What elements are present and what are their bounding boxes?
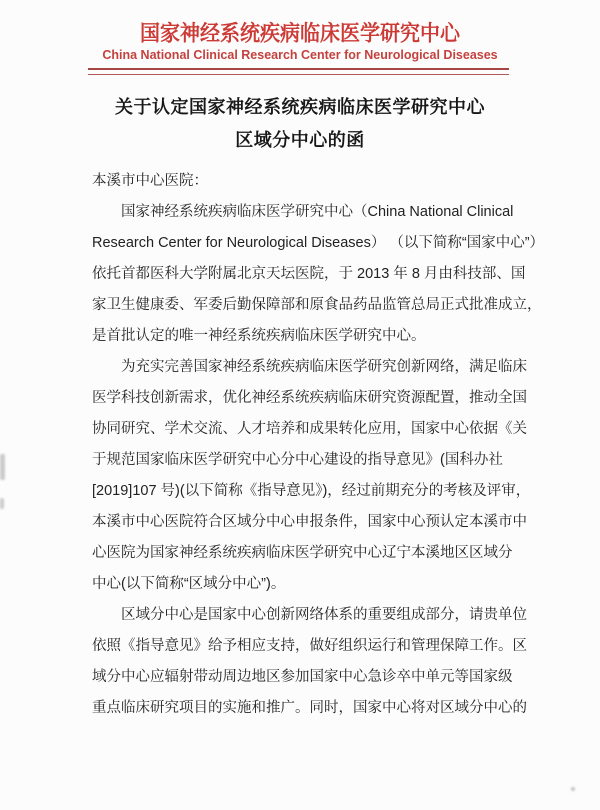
body-line: 依照《指导意见》给予相应支持，做好组织运行和管理保障工作。区: [92, 638, 527, 654]
body-line: 心医院为国家神经系统疾病临床医学研究中心辽宁本溪地区区域分: [92, 545, 513, 561]
letterhead-double-rule: [88, 68, 509, 75]
scan-artifact-left-2: [0, 498, 4, 509]
scan-artifact-bottom-right: [571, 787, 575, 791]
body-line: 国家神经系统疾病临床医学研究中心（China National Clinical: [121, 204, 514, 220]
body-line: 协同研究、学术交流、人才培养和成果转化应用，国家中心依据《关: [92, 421, 527, 437]
body-line: 本溪市中心医院符合区域分中心申报条件，国家中心预认定本溪市中: [92, 514, 527, 530]
body-line: 重点临床研究项目的实施和推广。同时，国家中心将对区域分中心的: [92, 700, 527, 716]
letter-body: [92, 166, 545, 724]
letterhead-org-name-cn: 国家神经系统疾病临床医学研究中心: [140, 22, 460, 47]
document-title: [0, 91, 600, 157]
body-line: 中心(以下简称“区域分中心”)。: [92, 576, 286, 592]
body-line: 依托首都医科大学附属北京天坛医院，于 2013 年 8 月由科技部、国: [92, 266, 526, 282]
letterhead-org-name-en: China National Clinical Research Center for Neurological Diseases: [102, 48, 498, 62]
scan-artifact-left-1: [0, 454, 5, 480]
document-title-line-1: 关于认定国家神经系统疾病临床医学研究中心: [115, 97, 485, 117]
body-line: Research Center for Neurological Diseases） （以下简称“国家中心”）: [92, 235, 545, 251]
salutation: 本溪市中心医院：: [92, 173, 208, 189]
body-line: [2019]107 号)(以下简称《指导意见》)，经过前期充分的考核及评审，: [92, 483, 531, 499]
document-title-line-2: 区域分中心的函: [235, 130, 365, 150]
body-line: 是首批认定的唯一神经系统疾病临床医学研究中心。: [92, 328, 426, 344]
body-line: 为充实完善国家神经系统疾病临床医学研究创新网络，满足临床: [121, 359, 527, 375]
body-line: 家卫生健康委、军委后勤保障部和原食品药品监管总局正式批准成立，: [92, 297, 542, 313]
body-line: 于规范国家临床医学研究中心分中心建设的指导意见》(国科办社: [92, 452, 503, 468]
body-line: 区域分中心是国家中心创新网络体系的重要组成部分，请贵单位: [121, 607, 527, 623]
body-line: 域分中心应辐射带动周边地区参加国家中心急诊卒中单元等国家级: [92, 669, 513, 685]
body-line: 医学科技创新需求，优化神经系统疾病临床研究资源配置，推动全国: [92, 390, 527, 406]
body-paragraphs: [92, 197, 545, 724]
